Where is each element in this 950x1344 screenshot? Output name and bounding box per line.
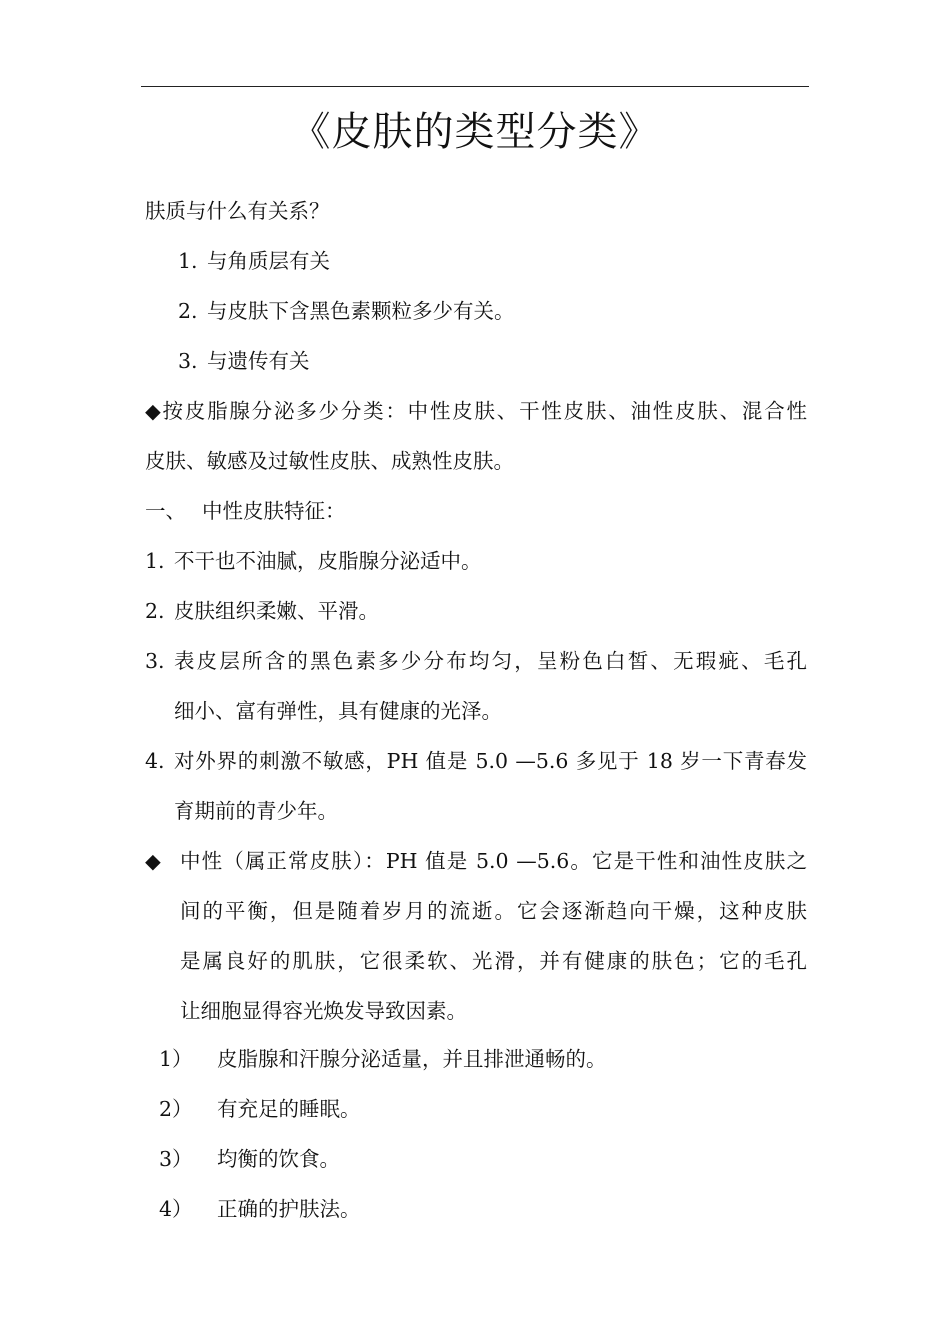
list-item-text: 与角质层有关: [207, 249, 330, 273]
list-item: [178, 246, 330, 276]
paragraph-line: 是属良好的肌肤，它很柔软、光滑，并有健康的肤色；它的毛孔: [180, 949, 807, 973]
paragraph-line: 中性（属正常皮肤）：PH 值是 5.0 —5.6。它是干性和油性皮肤之: [180, 849, 807, 873]
page-title: 《皮肤的类型分类》: [290, 109, 660, 155]
section-title: 中性皮肤特征：: [202, 499, 346, 523]
cause-text: 有充足的睡眠。: [217, 1097, 361, 1121]
feature-number: 3.: [145, 649, 165, 673]
paragraph-line: 让细胞显得容光焕发导致因素。: [180, 999, 467, 1023]
cause-text: 正确的护肤法。: [217, 1197, 361, 1221]
feature-number: 2.: [145, 599, 165, 623]
cause-number: 3）: [159, 1147, 193, 1171]
feature-text: 对外界的刺激不敏感，PH 值是 5.0 —5.6 多见于 18 岁一下青春发: [174, 749, 807, 773]
feature-text: 育期前的青少年。: [174, 799, 338, 823]
paragraph-line: 间的平衡，但是随着岁月的流逝。它会逐渐趋向干燥，这种皮肤: [180, 899, 807, 923]
section-number: 一、: [145, 499, 186, 523]
list-item-number: 1.: [178, 249, 198, 273]
header-rule: [141, 86, 809, 87]
diamond-bullet: ◆: [145, 849, 161, 873]
classification-line: ◆按皮脂腺分泌多少分类：中性皮肤、干性皮肤、油性皮肤、混合性: [145, 399, 807, 423]
cause-text: 皮脂腺和汗腺分泌适量，并且排泄通畅的。: [217, 1047, 607, 1071]
list-item: [178, 346, 310, 376]
feature-text: 表皮层所含的黑色素多少分布均匀，呈粉色白皙、无瑕疵、毛孔: [174, 649, 807, 673]
question-text: 肤质与什么有关系？: [145, 199, 330, 223]
section-heading: [145, 496, 346, 526]
feature-item: [145, 596, 379, 626]
feature-number: 1.: [145, 549, 165, 573]
feature-text: 不干也不油腻，皮脂腺分泌适中。: [174, 549, 482, 573]
list-item-text: 与遗传有关: [207, 349, 310, 373]
cause-item: [159, 1144, 340, 1174]
feature-text: 细小、富有弹性，具有健康的光泽。: [174, 699, 502, 723]
list-item-number: 2.: [178, 299, 198, 323]
cause-item: [159, 1044, 607, 1074]
cause-number: 2）: [159, 1097, 193, 1121]
cause-number: 1）: [159, 1047, 193, 1071]
list-item-text: 与皮肤下含黑色素颗粒多少有关。: [207, 299, 515, 323]
cause-text: 均衡的饮食。: [217, 1147, 340, 1171]
cause-item: [159, 1094, 361, 1124]
list-item: [178, 296, 515, 326]
cause-item: [159, 1194, 361, 1224]
feature-text: 皮肤组织柔嫩、平滑。: [174, 599, 379, 623]
cause-number: 4）: [159, 1197, 193, 1221]
feature-item: [145, 546, 482, 576]
classification-line: 皮肤、敏感及过敏性皮肤、成熟性皮肤。: [145, 449, 514, 473]
feature-number: 4.: [145, 749, 165, 773]
list-item-number: 3.: [178, 349, 198, 373]
